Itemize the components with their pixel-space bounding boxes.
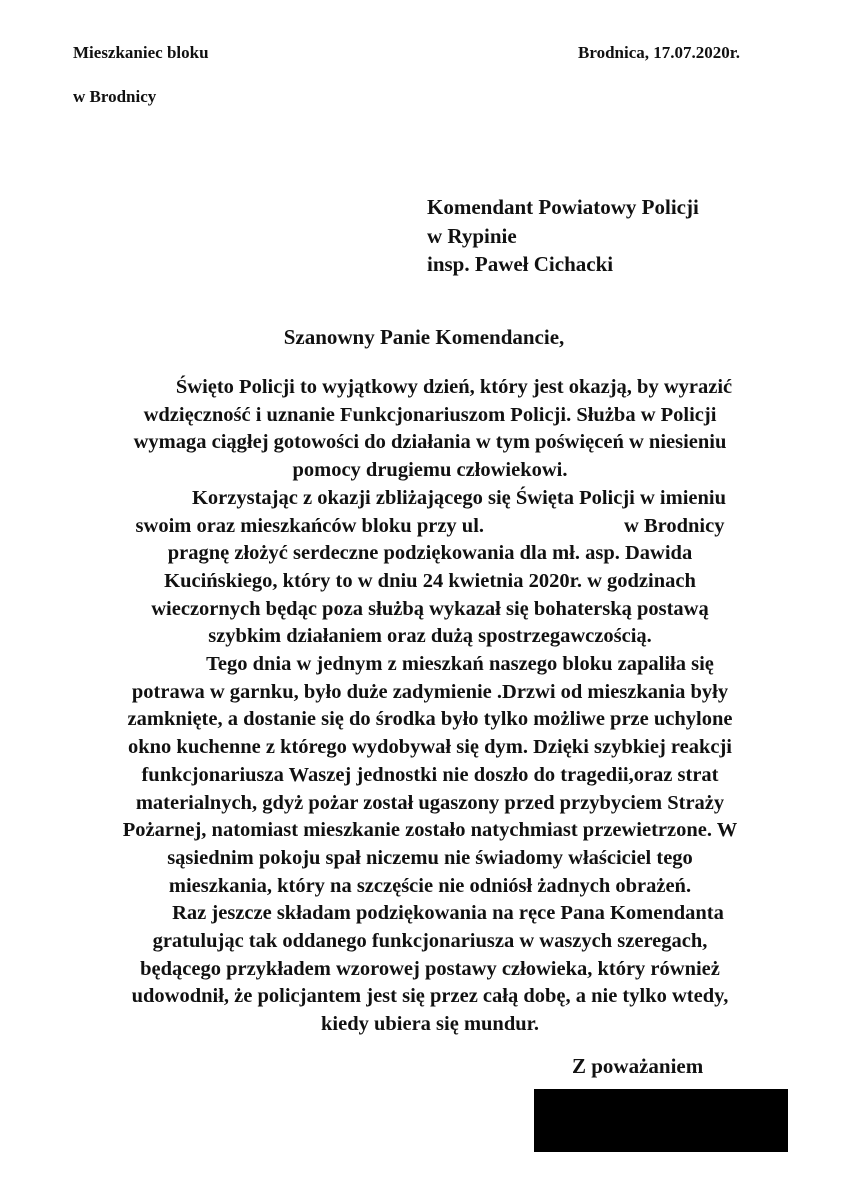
- body-line: szybkim działaniem oraz dużą spostrzegawczością.: [208, 625, 652, 648]
- body-line: Korzystając z okazji zbliżającego się Święta Policji w imieniu: [191, 486, 726, 509]
- body-line: Tego dnia w jednym z mieszkań naszego bloku zapaliła się: [206, 653, 714, 676]
- body-line: pomocy drugiemu człowiekowi.: [292, 459, 568, 482]
- body-line: udowodnił, że policjantem jest się przez całą dobę, a nie tylko wtedy,: [131, 985, 729, 1008]
- body-line: wymaga ciągłej gotowości do działania w tym poświęceń w niesieniu: [133, 431, 727, 454]
- recipient-line-2: w Rypinie: [427, 223, 517, 248]
- sender-line-2: w Brodnicy: [73, 87, 157, 106]
- sender-line-1: Mieszkaniec bloku: [73, 43, 209, 62]
- body-line: sąsiednim pokoju spał niczemu nie świadomy właściciel tego: [167, 846, 693, 869]
- body-line: wdzięczność i uznanie Funkcjonariuszom Policji. Służba w Policji: [143, 403, 717, 426]
- body-line: funkcjonariusza Waszej jednostki nie doszło do tragedii,oraz strat: [141, 763, 719, 786]
- body-line: gratulując tak oddanego funkcjonariusza w waszych szeregach,: [152, 930, 708, 953]
- recipient-line-3: insp. Paweł Cichacki: [427, 252, 614, 276]
- body-line: kiedy ubiera się mundur.: [321, 1013, 539, 1036]
- body-line: mieszkania, który na szczęście nie odniósł żadnych obrażeń.: [168, 874, 692, 897]
- salutation: Szanowny Panie Komendancie,: [283, 325, 565, 349]
- recipient-block: [427, 193, 699, 279]
- place-and-date: Brodnica, 17.07.2020r.: [578, 43, 740, 62]
- body-line-part: w Brodnicy: [624, 514, 725, 537]
- letter-body: [90, 374, 770, 1039]
- closing-phrase: Z poważaniem: [572, 1054, 704, 1078]
- body-line-with-redaction: [90, 513, 770, 541]
- body-line: Kucińskiego, który to w dniu 24 kwietnia 2020r. w godzinach: [164, 569, 696, 592]
- body-line: zamknięte, a dostanie się do środka było tylko możliwe prze uchylone: [127, 708, 733, 731]
- body-line-part: swoim oraz mieszkańców bloku przy ul.: [135, 514, 485, 537]
- body-line: wieczornych będąc poza służbą wykazał się bohaterską postawą: [151, 597, 709, 620]
- body-line: okno kuchenne z którego wydobywał się dym. Dzięki szybkiej reakcji: [127, 736, 732, 759]
- signature-redaction-box: [534, 1089, 788, 1152]
- recipient-line-1: Komendant Powiatowy Policji: [427, 195, 699, 219]
- body-line: Święto Policji to wyjątkowy dzień, który jest okazją, by wyrazić: [175, 376, 733, 398]
- body-line: pragnę złożyć serdeczne podziękowania dla mł. asp. Dawida: [167, 542, 693, 565]
- body-line: będącego przykładem wzorowej postawy człowieka, który również: [140, 957, 720, 980]
- body-line: materialnych, gdyż pożar został ugaszony przed przybyciem Straży: [135, 791, 725, 814]
- body-line: Pożarnej, natomiast mieszkanie zostało natychmiast przewietrzone. W: [122, 819, 738, 842]
- body-line: Raz jeszcze składam podziękowania na ręce Pana Komendanta: [172, 902, 724, 925]
- body-line: potrawa w garnku, było duże zadymienie .Drzwi od mieszkania były: [131, 680, 729, 703]
